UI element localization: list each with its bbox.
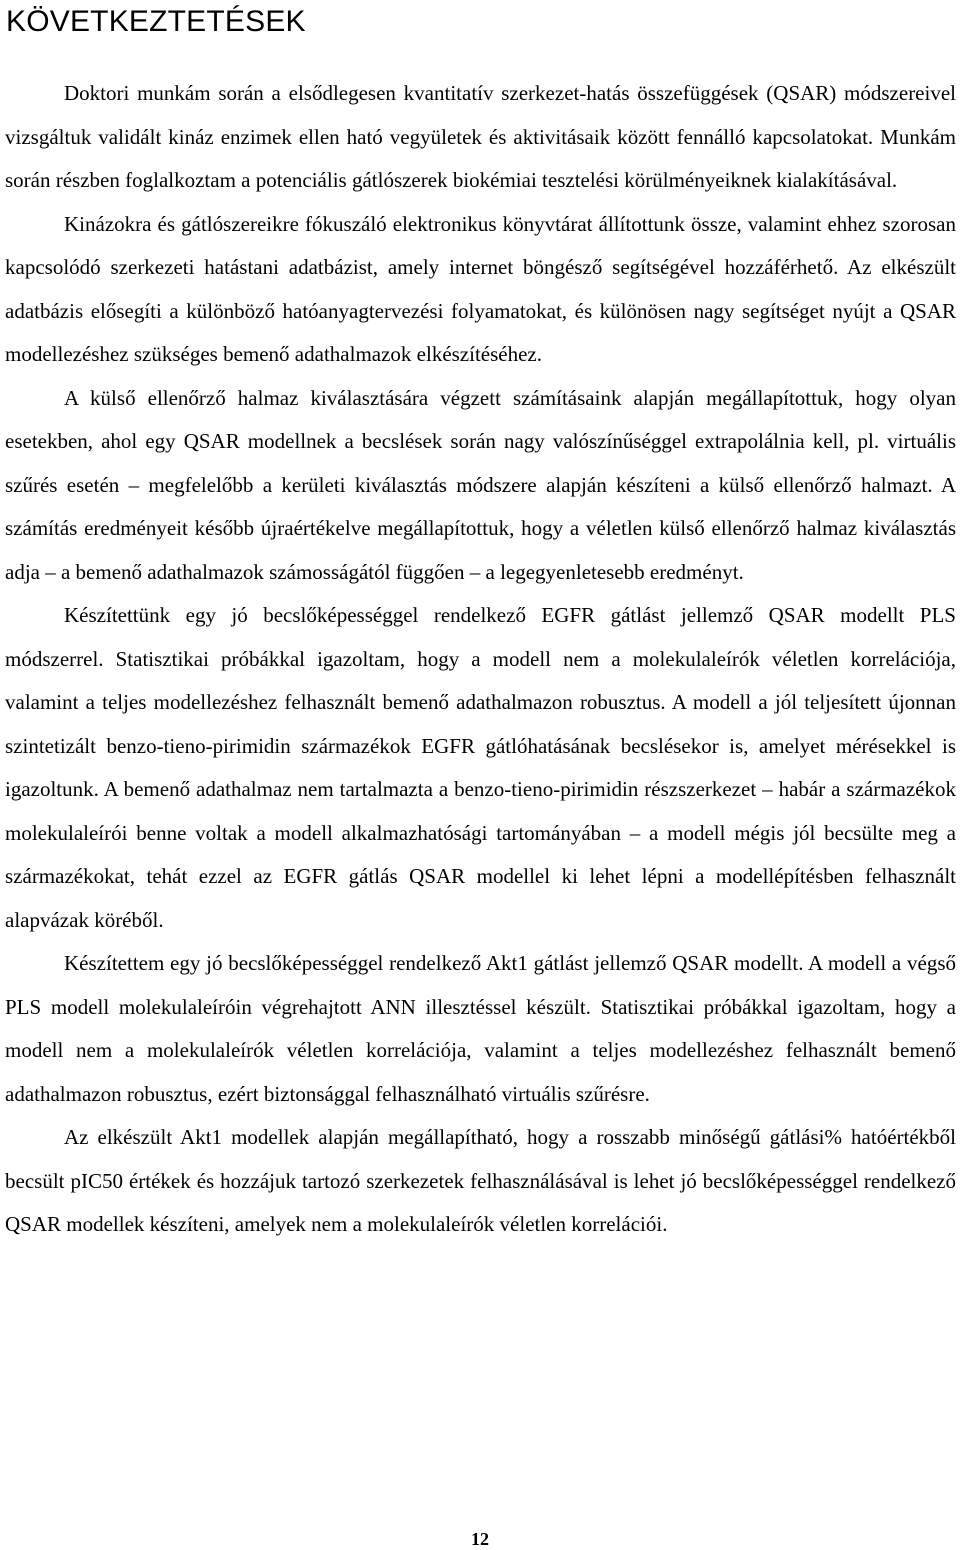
paragraph-4: Készítettünk egy jó becslőképességgel rendelkező EGFR gátlást jellemző QSAR modellt PLS módszerrel. Statisztikai próbákkal igazoltam, hogy a modell nem a molekulaleírók véletlen korrelációja, valamint a teljes modellezéshez felhasznált bemenő adathalmazon robusztus. A modell a jól teljesített újonnan szintetizált benzo-tieno-pirimidin származékok EGFR gátlóhatásának becslésekor is, amelyet mérésekkel is igazoltunk. A bemenő adathalmaz nem tartalmazta a benzo-tieno-pirimidin részszerkezet – habár a származékok molekulaleírói benne voltak a modell alkalmazhatósági tartományában – a modell mégis jól becsülte meg a származékokat, tehát ezzel az EGFR gátlás QSAR modellel ki lehet lépni a modellépítésben felhasznált alapvázak köréből. <box>5 603 956 932</box>
paragraph-6: Az elkészült Akt1 modellek alapján megállapítható, hogy a rosszabb minőségű gátlási% hatóértékből becsült pIC50 értékek és hozzájuk tartozó szerkezetek felhasználásával is lehet jó becslőképességgel rendelkező QSAR modellek készíteni, amelyek nem a molekulaleírók véletlen korrelációi. <box>5 1125 956 1236</box>
paragraph-1: Doktori munkám során a elsődlegesen kvantitatív szerkezet-hatás összefüggések (QSAR) módszereivel vizsgáltuk validált kináz enzimek ellen ható vegyületek és aktivitásaik között fennálló kapcsolatokat. Munkám során részben foglalkoztam a potenciális gátlószerek biokémiai tesztelési körülményeiknek kialakításával. <box>5 81 956 192</box>
paragraph-2: Kinázokra és gátlószereikre fókuszáló elektronikus könyvtárat állítottunk össze, valamint ehhez szorosan kapcsolódó szerkezeti hatástani adatbázist, amely internet böngésző segítségével hozzáférhető. Az elkészült adatbázis elősegíti a különböző hatóanyagtervezési folyamatokat, és különösen nagy segítséget nyújt a QSAR modellezéshez szükséges bemenő adathalmazok elkészítéséhez. <box>5 211 956 366</box>
section-heading: KÖVETKEZTETÉSEK <box>6 5 306 38</box>
page-number: 12 <box>471 1529 489 1549</box>
paragraph-5: Készítettem egy jó becslőképességgel rendelkező Akt1 gátlást jellemző QSAR modellt. A modell a végső PLS modell molekulaleíróin végrehajtott ANN illesztéssel készült. Statisztikai próbákkal igazoltam, hogy a modell nem a molekulaleírók véletlen korrelációja, valamint a teljes modellezéshez felhasznált bemenő adathalmazon robusztus, ezért biztonsággal felhasználható virtuális szűrésre. <box>5 951 956 1106</box>
paragraph-3: A külső ellenőrző halmaz kiválasztására végzett számításaink alapján megállapítottuk, hogy olyan esetekben, ahol egy QSAR modellnek a becslések során nagy valószínűséggel extrapolálnia kell, pl. virtuális szűrés esetén – megfelelőbb a kerületi kiválasztás módszere alapján készíteni a külső ellenőrző halmazt. A számítás eredményeit később újraértékelve megállapítottuk, hogy a véletlen külső ellenőrző halmaz kiválasztás adja – a bemenő adathalmazok számosságától függően – a legegyenletesebb eredményt. <box>5 385 956 584</box>
body-text <box>5 72 956 1247</box>
